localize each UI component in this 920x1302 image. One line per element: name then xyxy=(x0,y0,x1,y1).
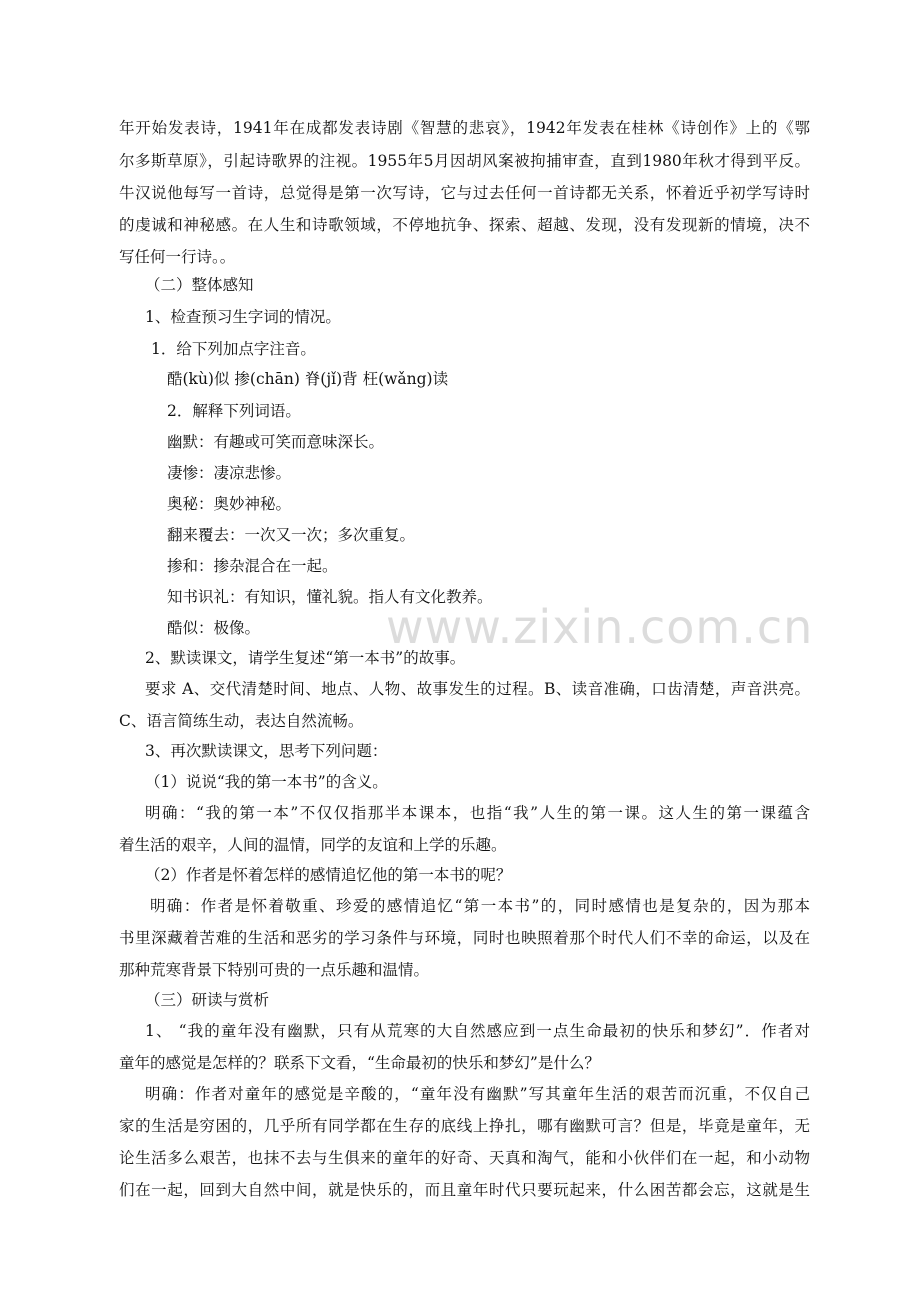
text-line: 明确：作者是怀着敬重、珍爱的感情追忆“第一本书”的，同时感情也是复杂的，因为那本 xyxy=(150,897,810,915)
text-line: 着生活的艰辛，人间的温情，同学的友谊和上学的乐趣。 xyxy=(119,836,507,854)
text-line: 牛汉说他每写一首诗，总觉得是第一次写诗，它与过去任何一首诗都无关系，怀着近乎初学写诗时 xyxy=(119,184,810,202)
text-line: 尔多斯草原》，引起诗歌界的注视。1955年5月因胡风案被拘捕审查，直到1980年秋才得到平反。 xyxy=(119,152,810,170)
text-line: 掺和：掺杂混合在一起。 xyxy=(167,557,338,575)
text-line: 3、再次默读课文，思考下列问题： xyxy=(145,742,388,760)
text-line: 明确：“我的第一本”不仅仅指那半本课本，也指“我”人生的第一课。这人生的第一课蕴含 xyxy=(145,804,810,822)
text-line: 翻来覆去：一次又一次；多次重复。 xyxy=(167,526,416,544)
text-line: 酷(kù)似 掺(chān) 脊(jǐ)背 枉(wǎng)读 xyxy=(167,370,449,388)
text-line: 1、检查预习生字词的情况。 xyxy=(145,308,341,326)
text-line: 家的生活是穷困的，几乎所有同学都在生存的底线上挣扎，哪有幽默可言？但是，毕竟是童年，无 xyxy=(119,1117,810,1135)
text-line: 书里深藏着苦难的生活和恶劣的学习条件与环境，同时也映照着那个时代人们不幸的命运，以及在 xyxy=(119,929,810,947)
text-line: 1、 “我的童年没有幽默，只有从荒寒的大自然感应到一点生命最初的快乐和梦幻”．作者对 xyxy=(145,1022,810,1040)
text-line: 的虔诚和神秘感。在人生和诗歌领域，不停地抗争、探索、超越、发现，没有发现新的情境，决不 xyxy=(119,216,810,234)
text-line: 明确：作者对童年的感觉是辛酸的，“童年没有幽默”写其童年生活的艰苦而沉重，不仅自己 xyxy=(145,1085,810,1103)
text-line: 论生活多么艰苦，也抹不去与生俱来的童年的好奇、天真和淘气，能和小伙伴们在一起，和小动物 xyxy=(119,1149,810,1167)
text-line: 酷似：极像。 xyxy=(167,619,261,637)
text-line: 童年的感觉是怎样的？联系下文看，“生命最初的快乐和梦幻”是什么？ xyxy=(119,1054,600,1072)
text-line: 奥秘：奥妙神秘。 xyxy=(167,495,292,513)
section-heading: （三）研读与赏析 xyxy=(145,991,270,1009)
text-line: 1．给下列加点字注音。 xyxy=(151,340,316,358)
watermark: www.zixin.com.cn xyxy=(386,600,814,654)
text-line: 幽默：有趣或可笑而意味深长。 xyxy=(167,433,385,451)
text-line: 写任何一行诗。。 xyxy=(119,248,236,266)
text-line: C、语言简练生动，表达自然流畅。 xyxy=(119,712,364,730)
text-line: 年开始发表诗，1941年在成都发表诗剧《智慧的悲哀》，1942年发表在桂林《诗创作》上的《鄂 xyxy=(119,119,810,137)
text-line: 凄惨：凄凉悲惨。 xyxy=(167,464,292,482)
text-line: 们在一起，回到大自然中间，就是快乐的，而且童年时代只要玩起来，什么困苦都会忘，这就是生 xyxy=(119,1181,810,1199)
text-line: 2、默读课文，请学生复述“第一本书”的故事。 xyxy=(145,649,466,667)
text-line: 知书识礼：有知识，懂礼貌。指人有文化教养。 xyxy=(167,588,493,606)
text-line: 那种荒寒背景下特别可贵的一点乐趣和温情。 xyxy=(119,961,430,979)
section-heading: （二）整体感知 xyxy=(145,276,254,294)
text-line: （2）作者是怀着怎样的感情追忆他的第一本书的呢？ xyxy=(145,866,512,884)
text-line: 要求 A、交代清楚时间、地点、人物、故事发生的过程。B、读音准确，口齿清楚，声音洪亮。 xyxy=(145,680,810,698)
text-line: 2．解释下列词语。 xyxy=(167,402,301,420)
text-line: （1）说说“我的第一本书”的含义。 xyxy=(145,773,388,791)
